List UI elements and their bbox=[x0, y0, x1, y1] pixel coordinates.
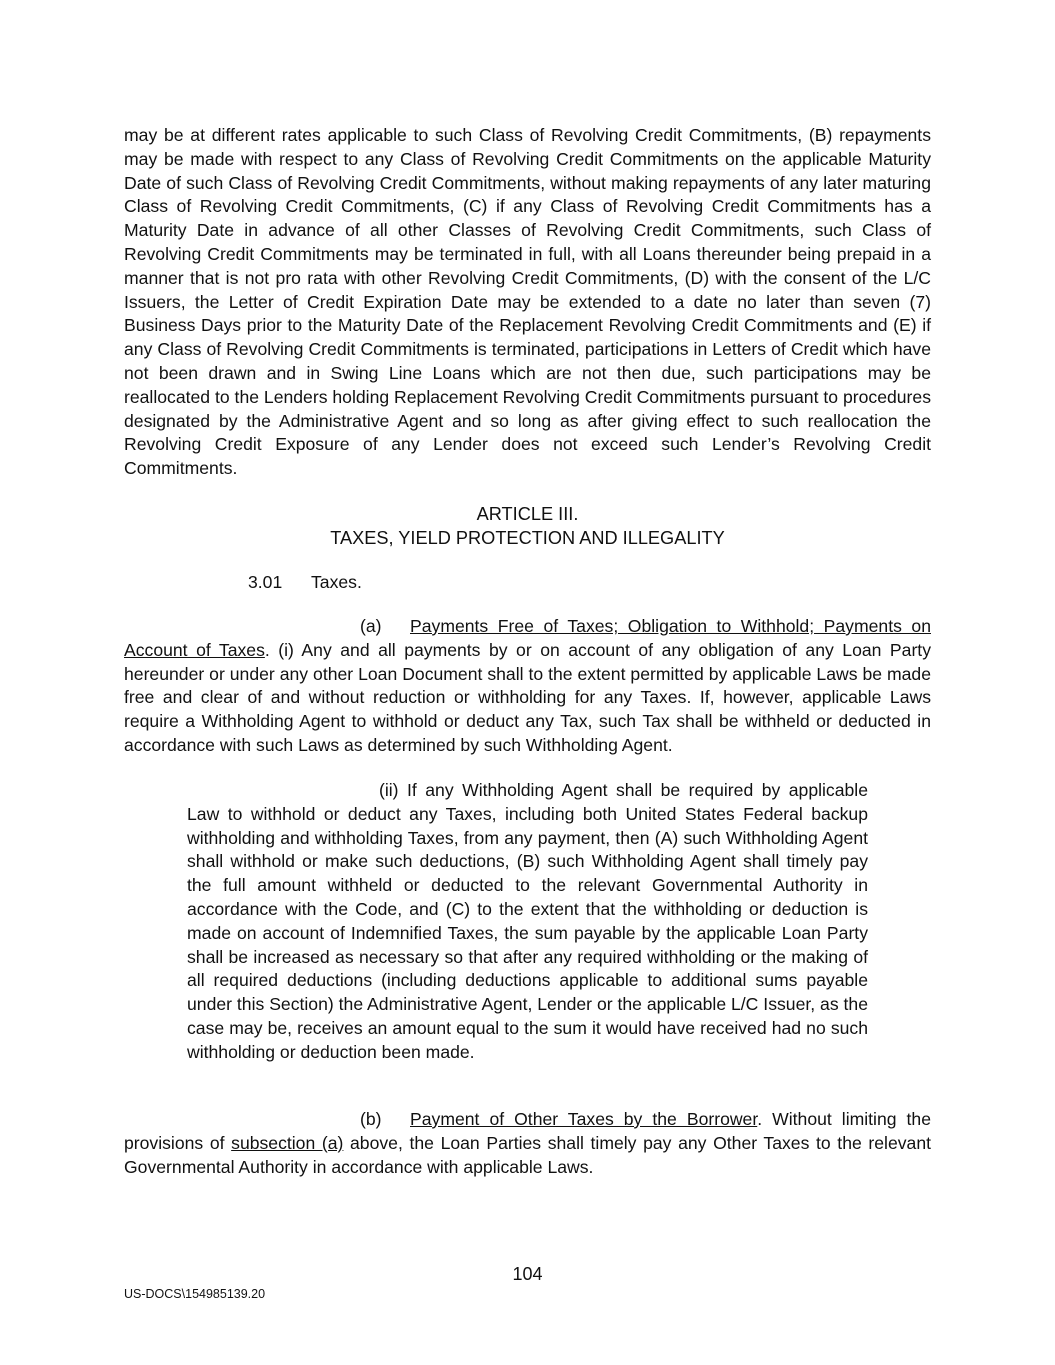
subsection-a-reference: subsection (a) bbox=[231, 1132, 344, 1153]
intro-paragraph: may be at different rates applicable to such Class of Revolving Credit Commitments, (B) repayments may be made with respect to any Class of Revolving Credit Commitments on the applicable Maturity Date of such Class of Revolving Credit Commitments, without making repayments of any later maturing Class of Revolving Credit Commitments, (C) if any Class of Revolving Credit Commitments has a Maturity Date in advance of all other Classes of Revolving Credit Commitments, such Class of Revolving Credit Commitments may be terminated in full, with all Loans thereunder being prepaid in a manner that is not pro rata with other Revolving Credit Commitments, (D) with the consent of the L/C Issuers, the Letter of Credit Expiration Date may be extended to a date no later than seven (7) Business Days prior to the Maturity Date of the Replacement Revolving Credit Commitments and (E) if any Class of Revolving Credit Commitments is terminated, participations in Letters of Credit which have not been drawn and in Swing Line Loans which are not then due, such participations may be reallocated to the Lenders holding Replacement Revolving Credit Commitments pursuant to procedures designated by the Administrative Agent and so long as after giving effect to such reallocation the Revolving Credit Exposure of any Lender does not exceed such Lender’s Revolving Credit Commitments. bbox=[124, 125, 931, 479]
section-number: 3.01 bbox=[248, 572, 283, 592]
subsection-a-ii-paragraph bbox=[187, 779, 868, 1065]
section-title: Taxes. bbox=[311, 572, 362, 592]
document-id: US-DOCS\154985139.20 bbox=[124, 1287, 266, 1301]
subsection-b-text-2: above, the Loan Parties shall timely pay any Other Taxes to the relevant Governmental Authority in accordance with applicable Laws. bbox=[124, 1132, 931, 1177]
subsection-b-heading: Payment of Other Taxes by the Borrower bbox=[410, 1109, 758, 1129]
subsection-a-paragraph bbox=[124, 615, 931, 758]
subsection-a-heading-part2: Account of Taxes bbox=[124, 639, 265, 660]
page-number: 104 bbox=[512, 1264, 543, 1284]
subsection-b-paragraph bbox=[124, 1108, 931, 1179]
article-number: ARTICLE III. bbox=[476, 504, 579, 524]
section-heading bbox=[248, 570, 362, 594]
subsection-a-text: . (i) Any and all payments by or on account of any obligation of any Loan Party hereunder or under any other Loan Document shall to the extent permitted by applicable Laws be made free and clear of and without reduction or withholding for any Taxes. If, however, applicable Laws require a Withholding Agent to withhold or deduct any Tax, such Tax shall be withheld or deducted in accordance with such Laws as determined by such Withholding Agent. bbox=[124, 639, 931, 755]
subsection-a-heading-part1: Payments Free of Taxes; Obligation to Withhold; Payments on bbox=[410, 616, 931, 636]
subsection-b-text-1: . Without limiting the provisions of bbox=[124, 1109, 931, 1153]
subsection-b-label: (b) bbox=[360, 1109, 382, 1129]
subsection-a-ii-text: (ii) If any Withholding Agent shall be required by applicable Law to withhold or deduct any Taxes, including both United States Federal backup withholding and withholding Taxes, from any payment, then (A) such Withholding Agent shall withhold or make such deductions, (B) such Withholding Agent shall timely pay the full amount withheld or deducted to the relevant Governmental Authority in accordance with the Code, and (C) to the extent that the withholding or deduction is made on account of Indemnified Taxes, the sum payable by the applicable Loan Party shall be increased as necessary so that after any required withholding or the making of all required deductions (including deductions applicable to additional sums payable under this Section) the Administrative Agent, Lender or the applicable L/C Issuer, as the case may be, receives an amount equal to the sum it would have received had no such withholding or deduction been made. bbox=[187, 780, 868, 1062]
subsection-a-label: (a) bbox=[360, 616, 382, 636]
article-title: TAXES, YIELD PROTECTION AND ILLEGALITY bbox=[330, 528, 725, 548]
